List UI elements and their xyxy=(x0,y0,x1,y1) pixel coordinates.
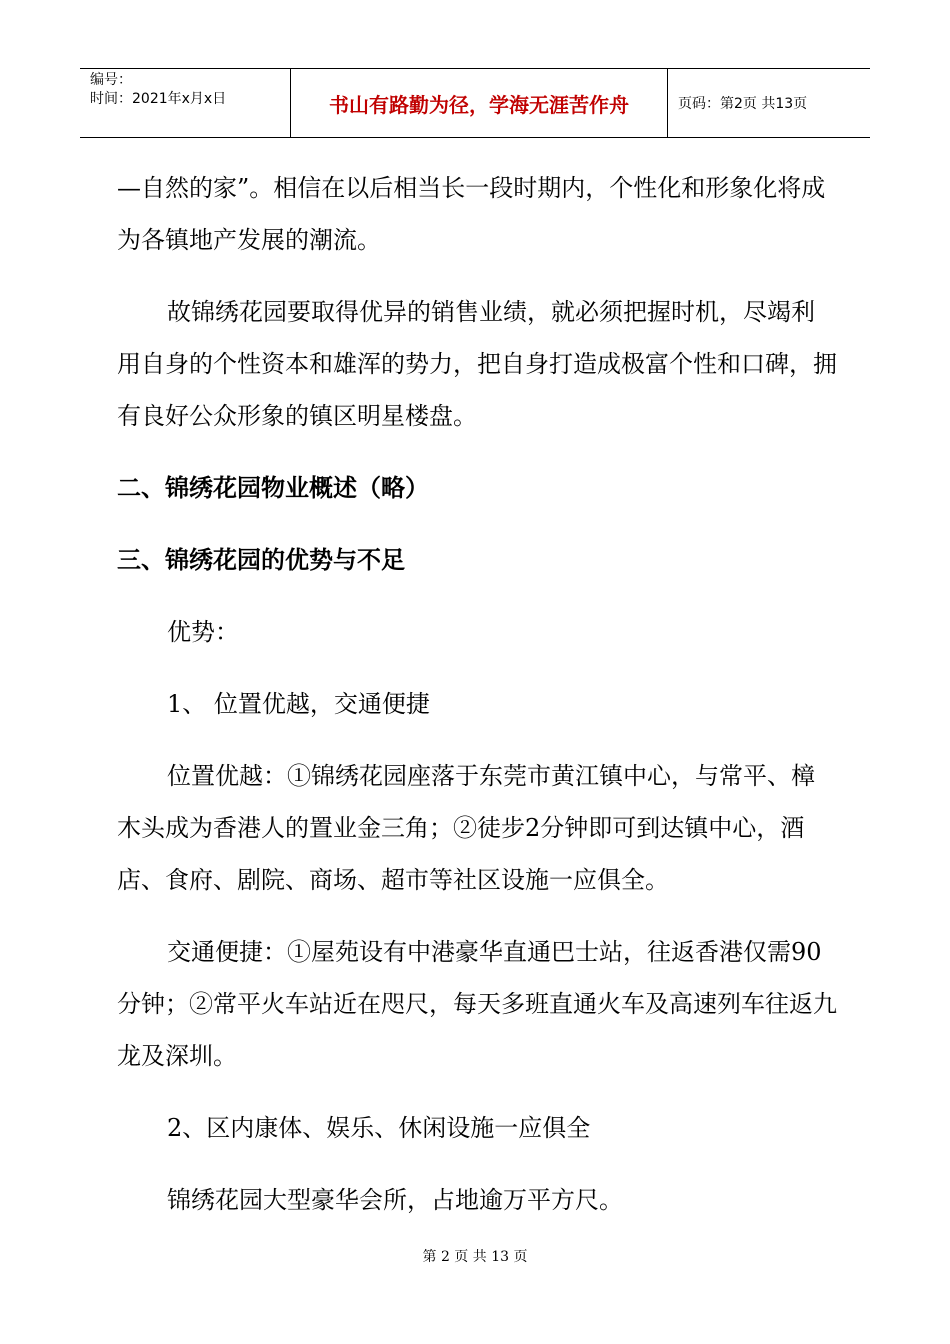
header-motto: 书山有路勤为径，学海无涯苦作舟 xyxy=(291,69,668,137)
document-number-label: 编号： xyxy=(90,72,132,88)
paragraph: 故锦绣花园要取得优异的销售业绩，就必须把握时机，尽竭利用自身的个性资本和雄浑的势力，把自身打造成极富个性和口碑，拥有良好公众形象的镇区明星楼盘。 xyxy=(117,298,837,430)
document-header xyxy=(80,68,870,138)
page-footer: 第 2 页 共 13 页 xyxy=(422,1249,528,1265)
header-page-info: 页码：第2页 共13页 xyxy=(678,96,808,112)
section-heading: 二、锦绣花园物业概述（略） xyxy=(117,474,429,502)
header-meta xyxy=(80,69,291,137)
list-item-title: 2、区内康体、娱乐、休闲设施一应俱全 xyxy=(167,1114,591,1142)
paragraph: —自然的家”。相信在以后相当长一段时期内，个性化和形象化将成为各镇地产发展的潮流。 xyxy=(117,174,826,254)
paragraph: 位置优越：①锦绣花园座落于东莞市黄江镇中心，与常平、樟木头成为香港人的置业金三角；②徒步2分钟即可到达镇中心，酒店、食府、剧院、商场、超市等社区设施一应俱全。 xyxy=(117,762,815,894)
list-item-title: 1、 位置优越，交通便捷 xyxy=(167,690,430,718)
advantages-label: 优势： xyxy=(167,618,239,646)
document-time-label: 时间：2021年x月x日 xyxy=(90,91,227,107)
paragraph: 交通便捷：①屋苑设有中港豪华直通巴士站，往返香港仅需90分钟；②常平火车站近在咫尺，每天多班直通火车及高速列车往返九龙及深圳。 xyxy=(117,938,837,1070)
paragraph: 锦绣花园大型豪华会所，占地逾万平方尺。 xyxy=(167,1186,623,1214)
section-heading: 三、锦绣花园的优势与不足 xyxy=(117,546,405,574)
document-body xyxy=(117,162,837,1246)
